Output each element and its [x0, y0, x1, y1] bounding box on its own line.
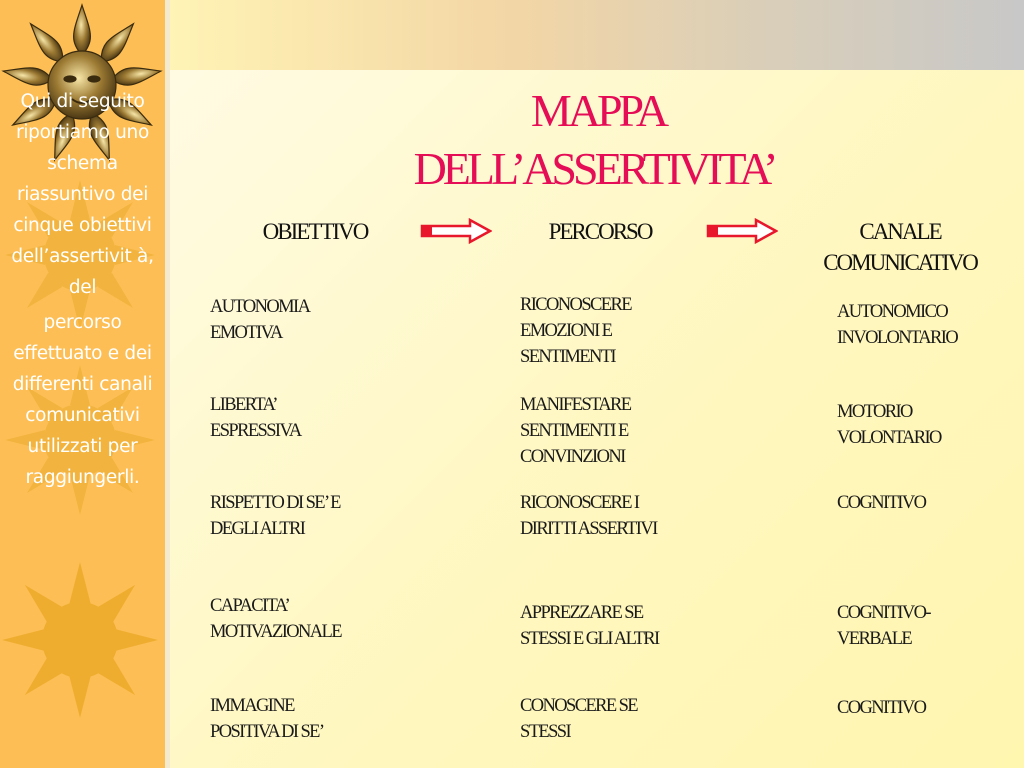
right-arrow-icon	[420, 218, 492, 244]
header-path: PERCORSO	[548, 219, 652, 244]
row-5-channel: COGNITIVO	[837, 698, 926, 718]
row-5-path: CONOSCERE SE STESSI	[520, 696, 638, 742]
sidebar-paragraph-1: Qui di seguito riportiamo uno schema riassuntivo dei cinque obiettivi dell’assertivit à, del	[11, 91, 154, 298]
row-2-channel: MOTORIO VOLONTARIO	[837, 402, 941, 448]
header-objective: OBIETTIVO	[262, 219, 368, 244]
sun-decoration	[0, 560, 165, 730]
row-4-channel: COGNITIVO- VERBALE	[837, 603, 930, 649]
row-3-channel: COGNITIVO	[837, 493, 926, 513]
header-channel: CANALE COMUNICATIVO	[823, 219, 977, 275]
row-4-path: APPREZZARE SE STESSI E GLI ALTRI	[520, 603, 659, 649]
row-2-objective: LIBERTA’ ESPRESSIVA	[210, 395, 301, 441]
title-line-2: DELL’ASSERTIVITA’	[413, 143, 775, 194]
row-3-path: RICONOSCERE I DIRITTI ASSERTIVI	[520, 493, 657, 539]
right-arrow-icon	[706, 218, 778, 244]
title-line-1: MAPPA	[530, 85, 666, 136]
row-1-path: RICONOSCERE EMOZIONI E SENTIMENTI	[520, 295, 631, 367]
row-4-objective: CAPACITA’ MOTIVAZIONALE	[210, 596, 341, 642]
top-bar	[170, 0, 1024, 70]
row-5-objective: IMMAGINE POSITIVA DI SE’	[210, 696, 324, 742]
row-1-objective: AUTONOMIA EMOTIVA	[210, 297, 310, 343]
sidebar-paragraph-2: percorso effettuato e dei differenti canali comunicativi utilizzati per raggiungerli.	[12, 312, 153, 488]
row-1-channel: AUTONOMICO INVOLONTARIO	[837, 302, 958, 348]
row-3-objective: RISPETTO DI SE’ E DEGLI ALTRI	[210, 493, 340, 539]
row-2-path: MANIFESTARE SENTIMENTI E CONVINZIONI	[520, 395, 631, 467]
